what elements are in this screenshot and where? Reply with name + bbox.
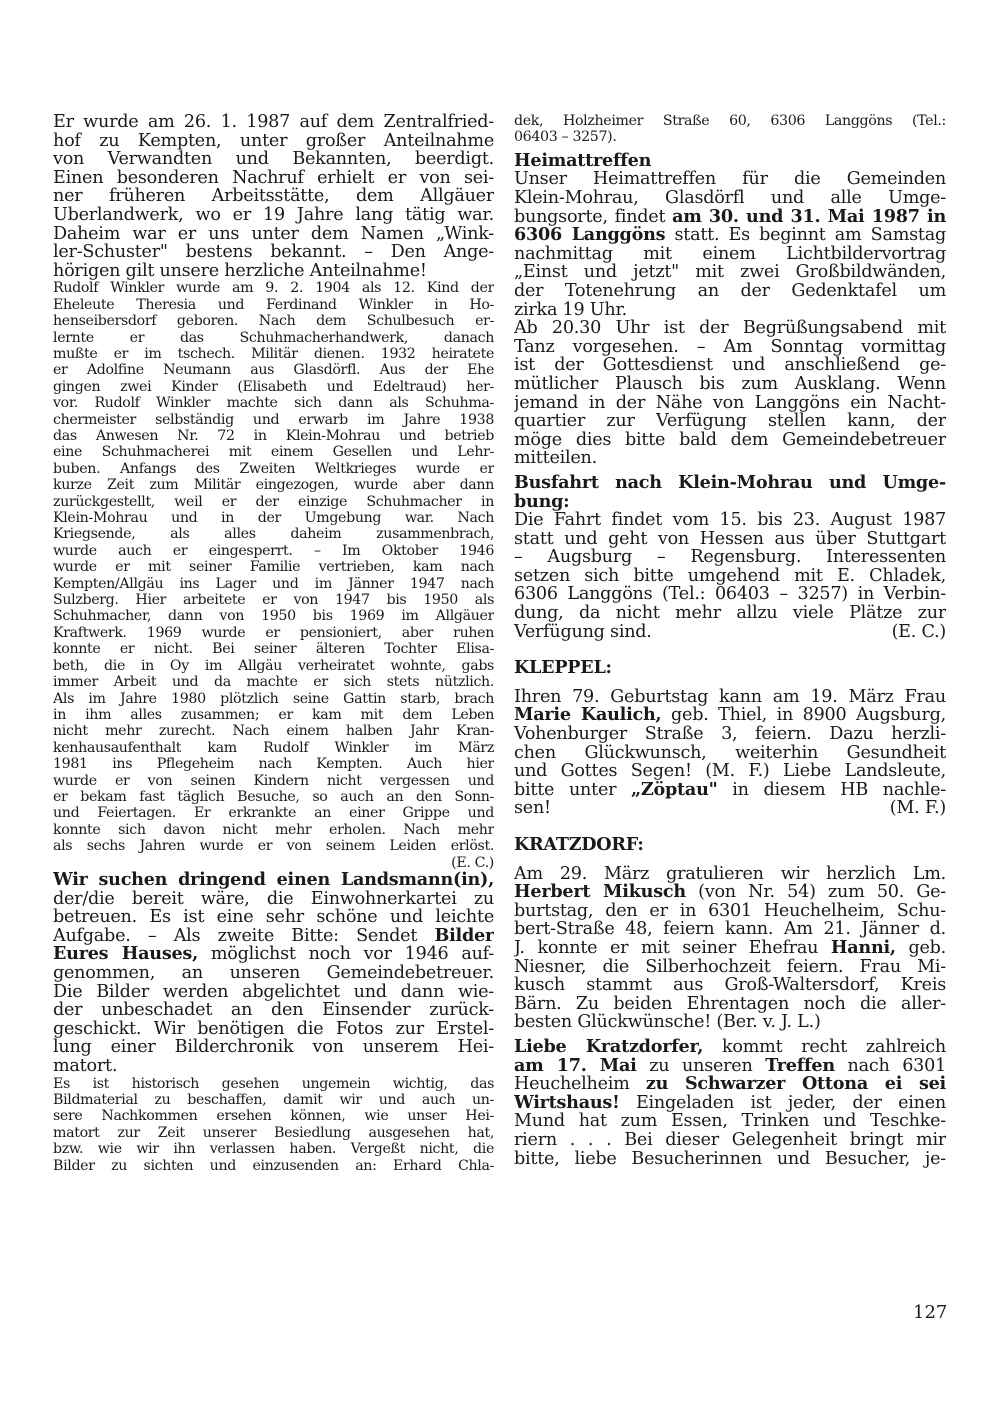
kratzdorf-section xyxy=(514,836,946,1032)
text-line: bzw. wie wir ihn verlassen haben. Vergeßt nicht, die xyxy=(53,1141,494,1158)
author-signature: (E. C.) xyxy=(891,622,946,642)
text-line: Rudolf Winkler wurde am 9. 2. 1904 als 12. Kind der xyxy=(53,280,494,297)
text-line: in ihm alles zusammen; er kam mit dem Leben xyxy=(53,706,494,723)
text-line: Die Bilder werden abgelichtet und dann wie- xyxy=(53,982,494,1002)
section-heading: bung: xyxy=(514,492,570,512)
text-line: Wirtshaus! Eingeladen ist jeder, der einen xyxy=(514,1093,946,1113)
text-line: das Anwesen Nr. 72 in Klein-Mohrau und betrieb xyxy=(53,428,494,444)
text-line: Bilder zu sichten und einzusenden an: Erhard Chla- xyxy=(53,1157,494,1174)
text-line: hörigen gilt unsere herzliche Anteilnahme! xyxy=(53,261,427,281)
text-line: statt und geht von Hessen aus über Stuttgart xyxy=(514,529,946,549)
text-line: Klein-Mohrau und in der Umgebung war. Nach xyxy=(53,510,494,527)
text-line: riern . . . Bei dieser Gelegenheit bringt mir xyxy=(514,1130,946,1150)
text-line: bungsorte, findet am 30. und 31. Mai 1987 in xyxy=(514,207,946,227)
text-line: der unbeschadet an den Einsender zurück- xyxy=(53,1001,494,1020)
appeal-paragraph xyxy=(53,871,494,1076)
text-line: matort zur Zeit unserer Besiedlung ausgesehen hat, xyxy=(53,1124,494,1141)
text-line: dek, Holzheimer Straße 60, 6306 Langgöns (Tel.: xyxy=(514,113,946,129)
text-line: Daheim war er uns unter dem Namen „Wink- xyxy=(53,224,494,244)
text-line: Als im Jahre 1980 plötzlich seine Gattin starb, brach xyxy=(53,690,494,707)
text-line: zurückgestellt, weil er der einzige Schuhmacher in xyxy=(53,493,494,510)
text-line: gingen zwei Kinder (Elisabeth und Edeltraud) her- xyxy=(53,378,494,395)
heimattreffen-section xyxy=(514,152,946,468)
text-line: „Einst und jetzt" mit zwei Großbildwänden, xyxy=(514,263,946,282)
invitation-paragraph xyxy=(514,1038,946,1168)
text-line: hof zu Kempten, unter großer Anteilnahme xyxy=(53,131,494,151)
text-line: der/die bereit wäre, die Einwohnerkartei zu xyxy=(53,889,494,909)
text-line: bert-Straße 48, feiern kann. Am 21. Jänner d. xyxy=(514,920,946,939)
section-heading: Heimattreffen xyxy=(514,151,652,171)
right-column xyxy=(514,113,946,1168)
text-line: und Gottes Segen! (M. F.) Liebe Landsleute, xyxy=(514,762,946,781)
address-paragraph xyxy=(514,113,946,146)
text-line: Kempten/Allgäu ins Lager und im Jänner 1947 nach xyxy=(53,575,494,592)
page-number: 127 xyxy=(913,1302,948,1323)
text-line: lernte er das Schuhmacherhandwerk, danach xyxy=(53,329,494,346)
text-line: henseibersdorf geboren. Nach dem Schulbesuch er- xyxy=(53,313,494,330)
text-line: chen Glückwunsch, weiterhin Gesundheit xyxy=(514,743,946,763)
text-line: von Verwandten und Bekannten, beerdigt. xyxy=(53,150,494,169)
text-line: Sulzberg. Hier arbeitete er von 1947 bis 1950 als xyxy=(53,592,494,609)
text-line: wurde er von seinen Kindern nicht vergessen und xyxy=(53,772,494,789)
text-line: Am 29. März gratulieren wir herzlich Lm. xyxy=(514,864,946,884)
text-line: er Adolfine Neumann aus Glasdörfl. Aus der Ehe xyxy=(53,362,494,379)
appeal-heading: Wir suchen dringend einen Landsmann(in), xyxy=(53,870,494,890)
text-line: Heuchelheim zu Schwarzer Ottona ei sei xyxy=(514,1075,946,1094)
text-line: sere Nachkommen ersehen können, wie unser Hei- xyxy=(53,1108,494,1125)
text-line: immer Arbeit und da machte er sich stets nützlich. xyxy=(53,674,494,691)
text-line: Eheleute Theresia und Ferdinand Winkler in Ho- xyxy=(53,296,494,313)
text-line: Verfügung sind. (E. C.) xyxy=(514,622,946,642)
text-line: am 17. Mai zu unseren Treffen nach 6301 xyxy=(514,1056,946,1076)
text-line: Tanz vorgesehen. – Am Sonntag vormittag xyxy=(514,337,946,357)
text-line: wurde er mit seiner Familie vertrieben, kam nach xyxy=(53,559,494,576)
left-column xyxy=(53,113,494,1174)
text-line: betreuen. Es ist eine sehr schöne und leichte xyxy=(53,908,494,927)
text-line: geschickt. Wir benötigen die Fotos zur Erstel- xyxy=(53,1019,494,1039)
text-line: Bildmaterial zu beschaffen, damit wir und auch un- xyxy=(53,1091,494,1108)
text-line: beth, die in Oy im Allgäu verheiratet wohnte, gabs xyxy=(53,657,494,674)
text-line: kenhausaufenthalt kam Rudolf Winkler im März xyxy=(53,739,494,756)
text-line: besten Glückwünsche! (Ber. v. J. L.) xyxy=(514,1013,821,1032)
text-line: 06403 – 3257). xyxy=(514,129,617,146)
biography-paragraph xyxy=(53,280,494,854)
text-line: Ab 20.30 Uhr ist der Begrüßungsabend mit xyxy=(514,319,946,338)
section-heading: Busfahrt nach Klein-Mohrau und Umge- xyxy=(514,473,946,493)
text-line: kusch stammt aus Groß-Waltersdorf, Kreis xyxy=(514,976,946,995)
text-line: als sechs Jahren wurde er von seinem Leiden erlöst. xyxy=(53,838,494,855)
text-line: mitteilen. xyxy=(514,449,597,468)
text-line: mütlicher Plausch bis zum Ausklang. Wenn xyxy=(514,374,946,394)
text-line: Vohenburger Straße 3, feiern. Dazu herzli- xyxy=(514,725,946,744)
text-line: sen! (M. F.) xyxy=(514,799,946,818)
text-line: er bekam fast täglich Besuche, so auch an den Sonn- xyxy=(53,788,494,805)
text-line: Niesner, die Silberhochzeit feiern. Frau Mi- xyxy=(514,957,946,977)
text-line: jemand in der Nähe von Langgöns ein Nacht- xyxy=(514,393,946,413)
obituary-paragraph xyxy=(53,113,494,280)
text-line: genommen, an unseren Gemeindebetreuer. xyxy=(53,963,494,983)
historical-paragraph xyxy=(53,1076,494,1174)
text-line: nicht mehr zurecht. Nach einem halben Jahr Kran- xyxy=(53,723,494,740)
text-line: vor. Rudolf Winkler machte sich dann als Schuhma- xyxy=(53,395,494,412)
text-line: Eures Hauses, möglichst noch vor 1946 auf- xyxy=(53,945,494,964)
author-signature: (E. C.) xyxy=(451,854,494,871)
section-heading: KLEPPEL: xyxy=(514,659,612,678)
text-line: wurde auch er eingesperrt. – Im Oktober 1946 xyxy=(53,542,494,559)
text-line: Liebe Kratzdorfer, kommt recht zahlreich xyxy=(514,1037,946,1057)
text-line: mußte er im tschech. Militär dienen. 1932 heiratete xyxy=(53,345,494,362)
text-line: 1981 ins Pflegeheim nach Kempten. Auch hier xyxy=(53,756,494,773)
text-line: Es ist historisch gesehen ungemein wichtig, das xyxy=(53,1075,494,1092)
section-heading: KRATZDORF: xyxy=(514,836,644,855)
author-signature: (M. F.) xyxy=(889,799,946,818)
text-line: konnte er nicht. Bei seiner älteren Tochter Elisa- xyxy=(53,641,494,658)
text-line: ler-Schuster" bestens bekannt. – Den Ange- xyxy=(53,243,494,262)
text-line: Er wurde am 26. 1. 1987 auf dem Zentralfried- xyxy=(53,113,494,132)
text-line: Ihren 79. Geburtstag kann am 19. März Frau xyxy=(514,687,946,707)
text-line: bitte, liebe Besucherinnen und Besucher, je- xyxy=(514,1149,946,1169)
text-line: matort. xyxy=(53,1056,118,1076)
text-line: setzen sich bitte umgehend mit E. Chladek, xyxy=(514,566,946,586)
text-line: quartier zur Verfügung stellen kann, der xyxy=(514,412,946,431)
text-line: lung einer Bilderchronik von unserem Hei- xyxy=(53,1038,494,1057)
text-line: der Totenehrung an der Gedenktafel um xyxy=(514,281,946,301)
text-line: bitte unter „Zöptau" in diesem HB nachle- xyxy=(514,780,946,800)
text-line: möge dies bitte bald dem Gemeindebetreuer xyxy=(514,430,946,450)
text-line: burtstag, den er in 6301 Heuchelheim, Schu- xyxy=(514,901,946,921)
text-line: Einen besonderen Nachruf erhielt er von sei- xyxy=(53,168,494,188)
text-line: 6306 Langgöns (Tel.: 06403 – 3257) in Verbin- xyxy=(514,585,946,605)
text-line: konnte sich davon nicht mehr erholen. Nach mehr xyxy=(53,821,494,838)
text-line: Unser Heimattreffen für die Gemeinden xyxy=(514,170,946,189)
busfahrt-section xyxy=(514,474,946,641)
text-line: Die Fahrt findet vom 15. bis 23. August 1987 xyxy=(514,511,946,530)
text-line: Marie Kaulich, geb. Thiel, in 8900 Augsburg, xyxy=(514,706,946,726)
text-line: Kriegsende, als alles daheim zusammenbrach, xyxy=(53,526,494,543)
kleppel-section xyxy=(514,659,946,818)
text-line: J. konnte er mit seiner Ehefrau Hanni, geb. xyxy=(514,938,946,958)
text-line: Schuhmacher, dann von 1950 bis 1969 im Allgäuer xyxy=(53,608,494,625)
text-line: Überlandwerk, wo er 19 Jahre lang tätig war. xyxy=(53,205,494,225)
text-line: chermeister selbständig und erwarb im Jahre 1938 xyxy=(53,411,494,428)
text-line: eine Schuhmacherei mit einem Gesellen und Lehr- xyxy=(53,444,494,461)
text-line: Aufgabe. – Als zweite Bitte: Sendet Bilder xyxy=(53,926,494,946)
text-line: – Augsburg – Regensburg. Interessenten xyxy=(514,548,946,567)
text-line: kurze Zeit zum Militär eingezogen, wurde aber dann xyxy=(53,477,494,494)
text-line: nachmittag mit einem Lichtbildervortrag xyxy=(514,244,946,264)
text-line: Kraftwerk. 1969 wurde er pensioniert, aber ruhen xyxy=(53,624,494,641)
text-line: buben. Anfangs des Zweiten Weltkrieges wurde er xyxy=(53,460,494,477)
text-line: und Feiertagen. Er erkrankte an einer Grippe und xyxy=(53,805,494,822)
text-line: Mund hat zum Essen, Trinken und Teschke- xyxy=(514,1112,946,1131)
text-line: dung, da nicht mehr allzu viele Plätze zur xyxy=(514,604,946,623)
text-line: ist der Gottesdienst und anschließend ge- xyxy=(514,356,946,375)
text-line: ner früheren Arbeitsstätte, dem Allgäuer xyxy=(53,187,494,206)
text-line: 6306 Langgöns statt. Es beginnt am Samstag xyxy=(514,226,946,245)
text-line: Bärn. Zu beiden Ehrentagen noch die aller- xyxy=(514,994,946,1014)
text-line: Klein-Mohrau, Glasdörfl und alle Umge- xyxy=(514,189,946,208)
text-line: Herbert Mikusch (von Nr. 54) zum 50. Ge- xyxy=(514,883,946,902)
text-line: zirka 19 Uhr. xyxy=(514,300,628,320)
